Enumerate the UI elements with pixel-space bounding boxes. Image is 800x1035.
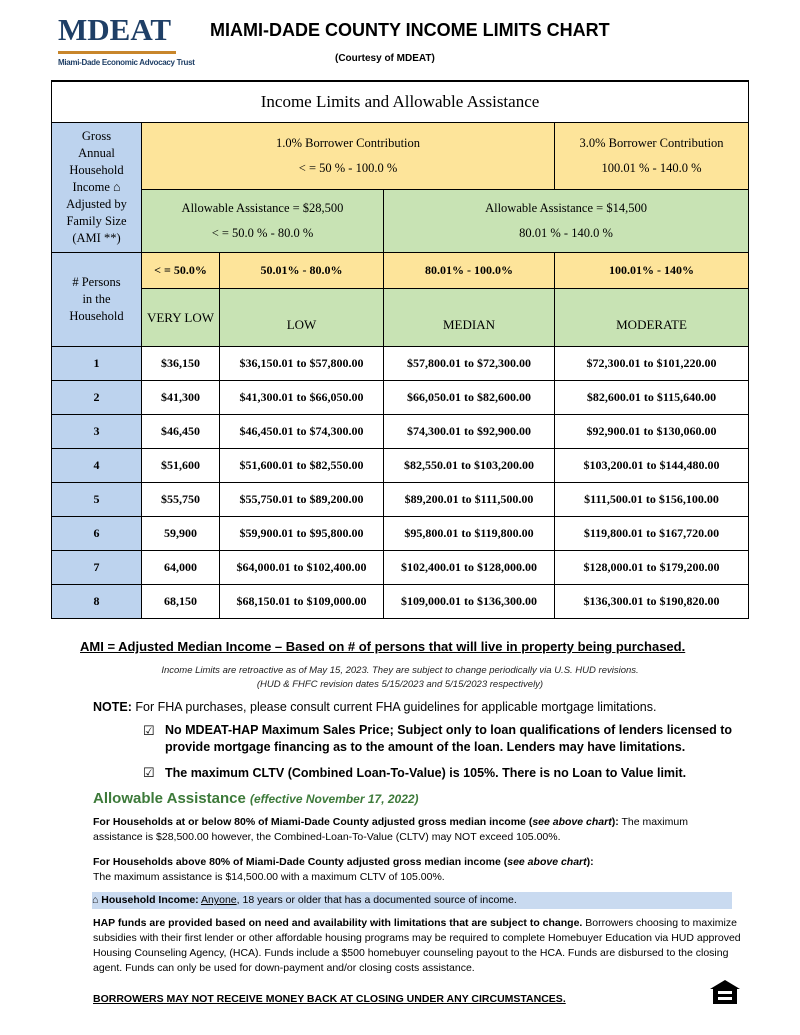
income-range-cell: $41,300.01 to $66,050.00 (220, 381, 384, 415)
courtesy-text: (Courtesy of MDEAT) (335, 53, 435, 64)
cat-header-moderate: MODERATE (555, 289, 749, 347)
cat-header-median: MEDIAN (384, 289, 555, 347)
income-range-cell: $136,300.01 to $190,820.00 (555, 585, 749, 619)
income-range-cell: $128,000.01 to $179,200.00 (555, 551, 749, 585)
house-icon: ⌂ (92, 894, 99, 906)
cat-header-very-low: VERY LOW (142, 289, 220, 347)
income-range-cell: $82,600.01 to $115,640.00 (555, 381, 749, 415)
assistance-2-header: Allowable Assistance = $14,500 80.01 % - 140.0 % (384, 190, 749, 253)
persons-count-cell: 8 (52, 585, 142, 619)
page-title: MIAMI-DADE COUNTY INCOME LIMITS CHART (210, 20, 610, 40)
income-range-cell: $109,000.01 to $136,300.00 (384, 585, 555, 619)
table-title: Income Limits and Allowable Assistance (52, 81, 749, 123)
assistance-paragraph-2: For Households above 80% of Miami-Dade County adjusted gross median income (see above chart): The maximum assistance is $14,500.00 with a maximum CLTV of 105.00%. (93, 856, 594, 883)
table-row (52, 347, 749, 381)
pct-header-very-low: < = 50.0% (142, 253, 220, 289)
income-range-cell: $55,750.01 to $89,200.00 (220, 483, 384, 517)
logo-subtitle: Miami-Dade Economic Advocacy Trust (58, 58, 195, 67)
closing-warning: BORROWERS MAY NOT RECEIVE MONEY BACK AT CLOSING UNDER ANY CIRCUMSTANCES. (93, 993, 566, 1005)
income-limits-table (51, 80, 748, 632)
cat-header-low: LOW (220, 289, 384, 347)
hap-funds-paragraph: HAP funds are provided based on need and availability with limitations that are subject to change. Borrowers choosing to maximize subsidies with their first lender or other affordable housing programs may be required to complete Homebuyer Education via HUD approved Housing Counseling Agency, (HCA). Funds include a $500 homebuyer counseling payout to the HCA. Funds are disbursed to the closing agent. Funds can only be used for down-payment and/or closing costs assistance. (93, 917, 741, 974)
persons-count-cell: 1 (52, 347, 142, 381)
income-range-cell: $72,300.01 to $101,220.00 (555, 347, 749, 381)
income-range-cell: $66,050.01 to $82,600.00 (384, 381, 555, 415)
table-row (52, 585, 749, 619)
assistance-paragraph-1: For Households at or below 80% of Miami-Dade County adjusted gross median income (see above chart): The maximum assistance is $28,500.00 however, the Combined-Loan-To-Value (CLTV) may NOT exceed 105.00%. (93, 816, 688, 843)
income-range-cell: $57,800.01 to $72,300.00 (384, 347, 555, 381)
income-range-cell: $36,150.01 to $57,800.00 (220, 347, 384, 381)
table-row (52, 483, 749, 517)
income-range-cell: $111,500.01 to $156,100.00 (555, 483, 749, 517)
income-range-cell: $46,450.01 to $74,300.00 (220, 415, 384, 449)
check-item-1: No MDEAT-HAP Maximum Sales Price; Subject only to loan qualifications of lenders licensed to provide mortgage financing as to the amount of the loan. Lenders may have limitations. (165, 723, 733, 754)
household-income-definition: ⌂ Household Income: Anyone, 18 years or older that has a documented source of income. (92, 892, 732, 909)
income-range-cell: $41,300 (142, 381, 220, 415)
logo-text: MDEAT (58, 12, 172, 47)
table-row (52, 415, 749, 449)
income-range-cell: $103,200.01 to $144,480.00 (555, 449, 749, 483)
contribution-2-header: 3.0% Borrower Contribution 100.01 % - 140.0 % (555, 123, 749, 190)
persons-side-header: # Persons in the Household (52, 253, 142, 347)
persons-count-cell: 6 (52, 517, 142, 551)
table-row (52, 551, 749, 585)
income-range-cell: $64,000.01 to $102,400.00 (220, 551, 384, 585)
income-range-cell: 64,000 (142, 551, 220, 585)
income-range-cell: $89,200.01 to $111,500.00 (384, 483, 555, 517)
checkbox-icon: ☑ (143, 723, 155, 738)
retroactive-note: Income Limits are retroactive as of May 15, 2023. They are subject to change periodically via U.S. HUD revisions. (161, 665, 639, 676)
table-row (52, 381, 749, 415)
income-range-cell: $51,600.01 to $82,550.00 (220, 449, 384, 483)
persons-count-cell: 7 (52, 551, 142, 585)
income-range-cell: $119,800.01 to $167,720.00 (555, 517, 749, 551)
contribution-1-header: 1.0% Borrower Contribution < = 50 % - 100.0 % (142, 123, 555, 190)
income-range-cell: $102,400.01 to $128,000.00 (384, 551, 555, 585)
fha-note: NOTE: For FHA purchases, please consult current FHA guidelines for applicable mortgage limitations. (93, 700, 657, 714)
ami-side-header: Gross Annual Household Income ⌂ Adjusted by Family Size (AMI **) (52, 123, 142, 253)
pct-header-low: 50.01% - 80.0% (220, 253, 384, 289)
income-range-cell: $95,800.01 to $119,800.00 (384, 517, 555, 551)
ami-definition: AMI = Adjusted Median Income – Based on # of persons that will live in property being purchased. (80, 639, 686, 654)
equal-housing-icon (708, 979, 742, 1005)
persons-count-cell: 3 (52, 415, 142, 449)
income-range-cell: $74,300.01 to $92,900.00 (384, 415, 555, 449)
allowable-assistance-title: Allowable Assistance (effective November 17, 2022) (93, 790, 419, 807)
income-range-cell: $92,900.01 to $130,060.00 (555, 415, 749, 449)
income-range-cell: $51,600 (142, 449, 220, 483)
income-range-cell: $68,150.01 to $109,000.00 (220, 585, 384, 619)
income-range-cell: $55,750 (142, 483, 220, 517)
income-range-cell: $82,550.01 to $103,200.00 (384, 449, 555, 483)
income-range-cell: 59,900 (142, 517, 220, 551)
pct-header-moderate: 100.01% - 140% (555, 253, 749, 289)
pct-header-median: 80.01% - 100.0% (384, 253, 555, 289)
revision-dates-note: (HUD & FHFC revision dates 5/15/2023 and 5/15/2023 respectively) (256, 679, 544, 690)
persons-count-cell: 2 (52, 381, 142, 415)
persons-count-cell: 5 (52, 483, 142, 517)
persons-count-cell: 4 (52, 449, 142, 483)
income-range-cell: $46,450 (142, 415, 220, 449)
logo-underline (58, 51, 176, 54)
check-item-2: The maximum CLTV (Combined Loan-To-Value) is 105%. There is no Loan to Value limit. (165, 766, 687, 780)
table-row (52, 449, 749, 483)
income-range-cell: $59,900.01 to $95,800.00 (220, 517, 384, 551)
income-range-cell: $36,150 (142, 347, 220, 381)
income-range-cell: 68,150 (142, 585, 220, 619)
table-row (52, 517, 749, 551)
mdeat-logo (58, 12, 195, 70)
checkbox-icon: ☑ (143, 765, 155, 780)
assistance-1-header: Allowable Assistance = $28,500 < = 50.0 % - 80.0 % (142, 190, 384, 253)
